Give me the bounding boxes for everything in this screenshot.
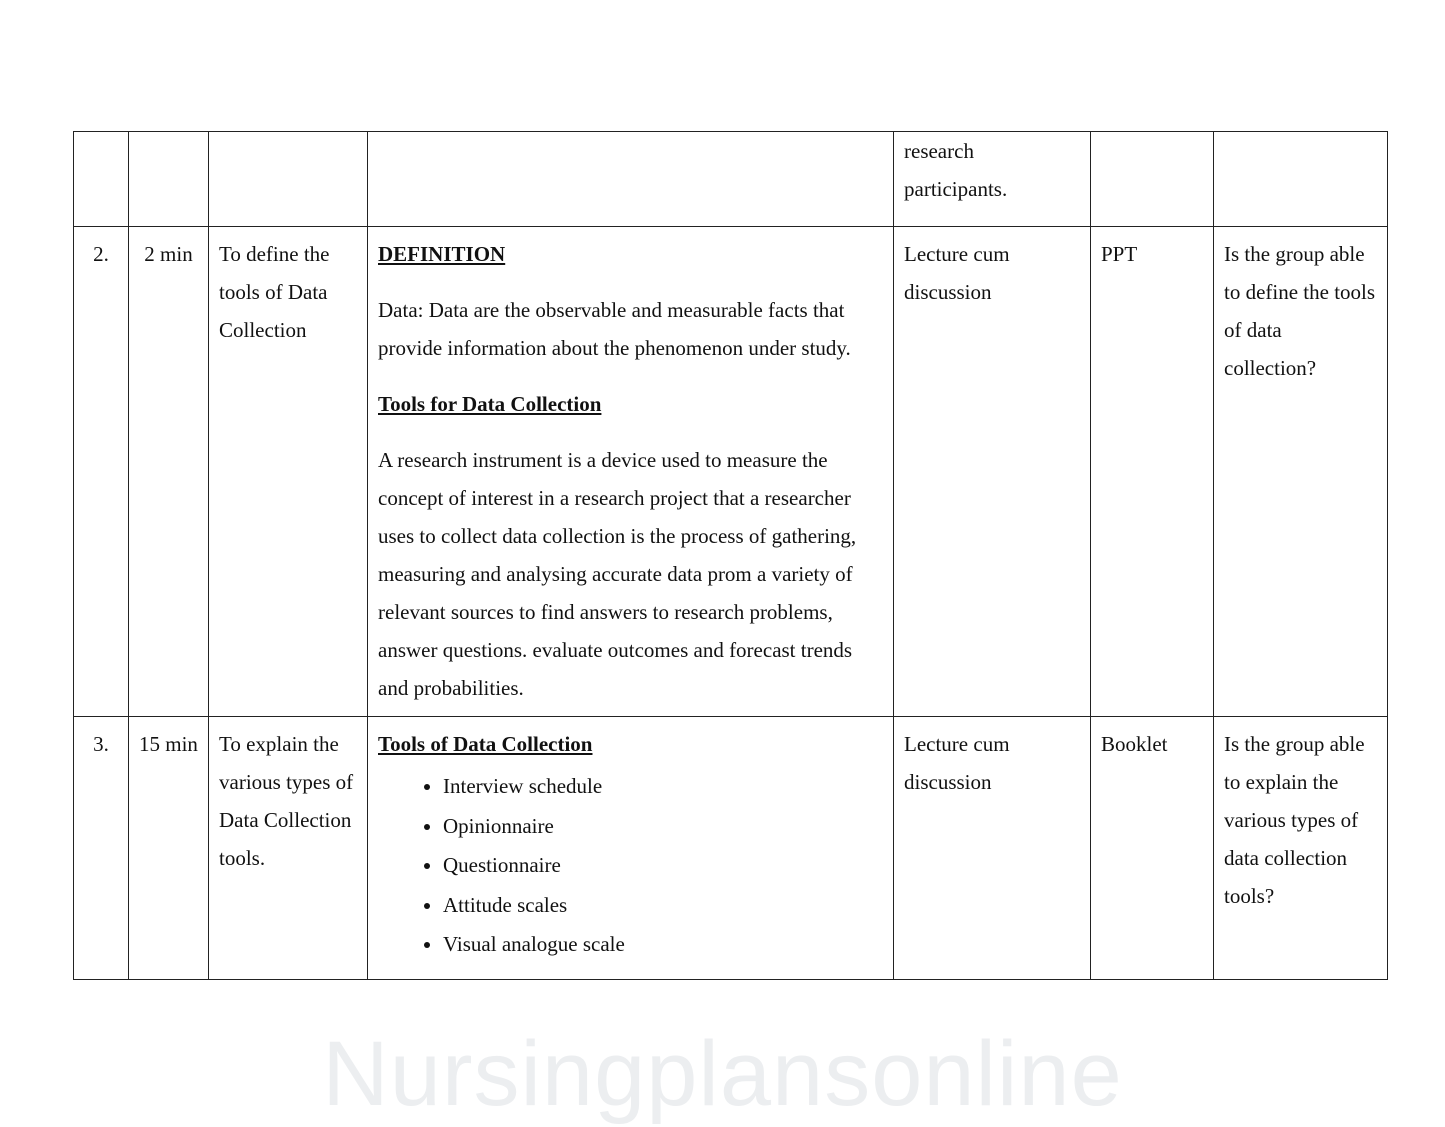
time-cell: 15 min bbox=[129, 717, 209, 980]
lesson-plan-table bbox=[73, 131, 1388, 980]
content-cell bbox=[368, 717, 894, 980]
evaluation-cell bbox=[1214, 132, 1388, 227]
research-instrument-text: A research instrument is a device used to measure the concept of interest in a research project that a researcher uses to collect data collection is the process of gathering, measuring and analysing accurate data prom a variety of relevant sources to find answers to research problems, answer questions. evaluate outcomes and forecast trends and probabilities. bbox=[378, 448, 857, 700]
tools-heading: Tools for Data Collection bbox=[378, 392, 602, 416]
list-item: • Opinionnaire bbox=[443, 807, 883, 847]
tools-list-heading: Tools of Data Collection bbox=[378, 732, 593, 756]
time-cell: 2 min bbox=[129, 227, 209, 717]
tools-list bbox=[378, 767, 883, 965]
objective-cell: To define the tools of Data Collection bbox=[209, 227, 368, 717]
evaluation-cell: Is the group able to explain the various types of data collection tools? bbox=[1214, 717, 1388, 980]
objective-cell: To explain the various types of Data Collection tools. bbox=[209, 717, 368, 980]
list-item: • Visual analogue scale bbox=[443, 925, 883, 965]
list-item: • Attitude scales bbox=[443, 886, 883, 926]
method-cell: research participants. bbox=[894, 132, 1091, 227]
table-row bbox=[74, 227, 1388, 717]
method-cell: Lecture cum discussion bbox=[894, 227, 1091, 717]
av-aid-cell: PPT bbox=[1091, 227, 1214, 717]
definition-heading: DEFINITION bbox=[378, 242, 506, 266]
data-definition-text: Data: Data are the observable and measurable facts that provide information about the phenomenon under study. bbox=[378, 298, 851, 360]
method-cell: Lecture cum discussion bbox=[894, 717, 1091, 980]
serial-number-cell: 3. bbox=[74, 717, 129, 980]
av-aid-cell bbox=[1091, 132, 1214, 227]
list-item: • Interview schedule bbox=[443, 767, 883, 807]
table-row bbox=[74, 132, 1388, 227]
av-aid-cell: Booklet bbox=[1091, 717, 1214, 980]
serial-number-cell: 2. bbox=[74, 227, 129, 717]
objective-cell bbox=[209, 132, 368, 227]
evaluation-cell: Is the group able to define the tools of data collection? bbox=[1214, 227, 1388, 717]
time-cell bbox=[129, 132, 209, 227]
watermark: Nursingplansonline bbox=[322, 1023, 1123, 1125]
content-cell bbox=[368, 132, 894, 227]
serial-number-cell bbox=[74, 132, 129, 227]
table-row bbox=[74, 717, 1388, 980]
list-item: • Questionnaire bbox=[443, 846, 883, 886]
content-cell bbox=[368, 227, 894, 717]
